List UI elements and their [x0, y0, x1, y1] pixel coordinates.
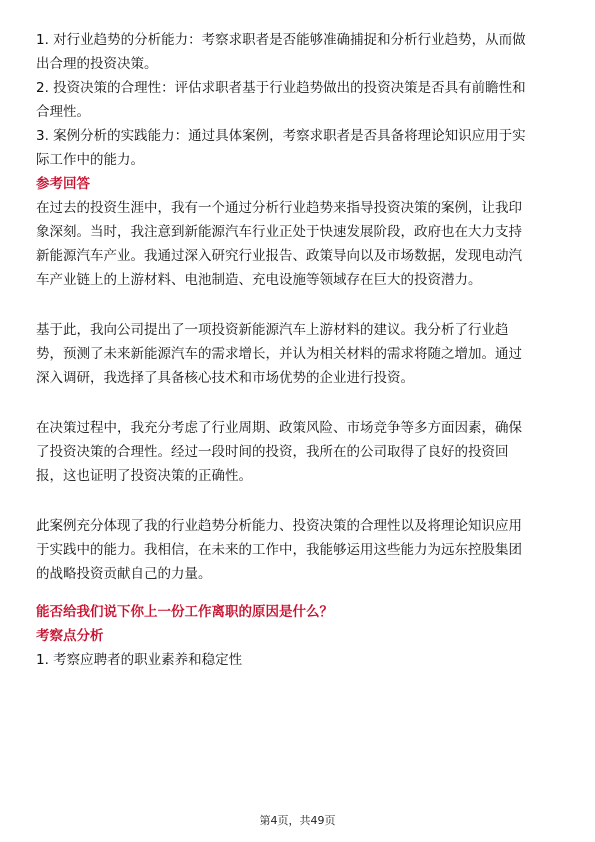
- answer-p1-line: 象深刻。当时，我注意到新能源汽车行业正处于快速发展阶段，政府也在大力支持: [36, 224, 522, 240]
- answer-p1-line: 在过去的投资生涯中，我有一个通过分析行业趋势来指导投资决策的案例，让我印: [36, 200, 522, 216]
- answer-paragraph-3: [36, 416, 563, 488]
- answer-p4-line: 的战略投资贡献自己的力量。: [36, 566, 212, 582]
- answer-paragraph-4: [36, 514, 563, 586]
- answer-p3-line: 了投资决策的合理性。经过一段时间的投资，我所在的公司取得了良好的投资回: [36, 444, 509, 460]
- answer-p2-line: 势，预测了未来新能源汽车的需求增长，并认为相关材料的需求将随之增加。通过: [36, 346, 522, 362]
- analysis-item-1: 1. 考察应聘者的职业素养和稳定性: [36, 652, 243, 668]
- paragraph-gap: [36, 292, 563, 318]
- answer-paragraph-1: [36, 196, 563, 292]
- criteria-item-3-line-1: 3. 案例分析的实践能力：通过具体案例，考察求职者是否具备将理论知识应用于实: [36, 128, 526, 144]
- answer-p1-line: 新能源汽车产业。我通过深入研究行业报告、政策导向以及市场数据，发现电动汽: [36, 248, 522, 264]
- criteria-item-2-line-1: 2. 投资决策的合理性：评估求职者基于行业趋势做出的投资决策是否具有前瞻性和: [36, 80, 526, 96]
- answer-paragraph-2: [36, 318, 563, 390]
- analysis-heading: 考察点分析: [36, 628, 104, 644]
- answer-p3-line: 报，这也证明了投资决策的正确性。: [36, 468, 252, 484]
- answer-p2-line: 基于此，我向公司提出了一项投资新能源汽车上游材料的建议。我分析了行业趋: [36, 322, 509, 338]
- answer-p4-line: 于实践中的能力。我相信，在未来的工作中，我能够运用这些能力为远东控股集团: [36, 542, 522, 558]
- answer-heading: 参考回答: [36, 176, 90, 192]
- section-gap: [36, 586, 563, 600]
- answer-p4-line: 此案例充分体现了我的行业趋势分析能力、投资决策的合理性以及将理论知识应用: [36, 518, 522, 534]
- answer-p3-line: 在决策过程中，我充分考虑了行业周期、政策风险、市场竞争等多方面因素，确保: [36, 420, 522, 436]
- criteria-item-3-line-2: 际工作中的能力。: [36, 152, 144, 168]
- criteria-item-1-line-2: 出合理的投资决策。: [36, 56, 158, 72]
- page-number: 第4页，共49页: [259, 814, 336, 827]
- paragraph-gap: [36, 390, 563, 416]
- question-title: 能否给我们说下你上一份工作离职的原因是什么？: [36, 604, 333, 620]
- paragraph-gap: [36, 488, 563, 514]
- criteria-list: [36, 28, 563, 172]
- page-content: [36, 28, 563, 672]
- criteria-item-2-line-2: 合理性。: [36, 104, 90, 120]
- answer-p1-line: 车产业链上的上游材料、电池制造、充电设施等领域存在巨大的投资潜力。: [36, 272, 482, 288]
- answer-p2-line: 深入调研，我选择了具备核心技术和市场优势的企业进行投资。: [36, 370, 414, 386]
- criteria-item-1-line-1: 1. 对行业趋势的分析能力：考察求职者是否能够准确捕捉和分析行业趋势，从而做: [36, 32, 526, 48]
